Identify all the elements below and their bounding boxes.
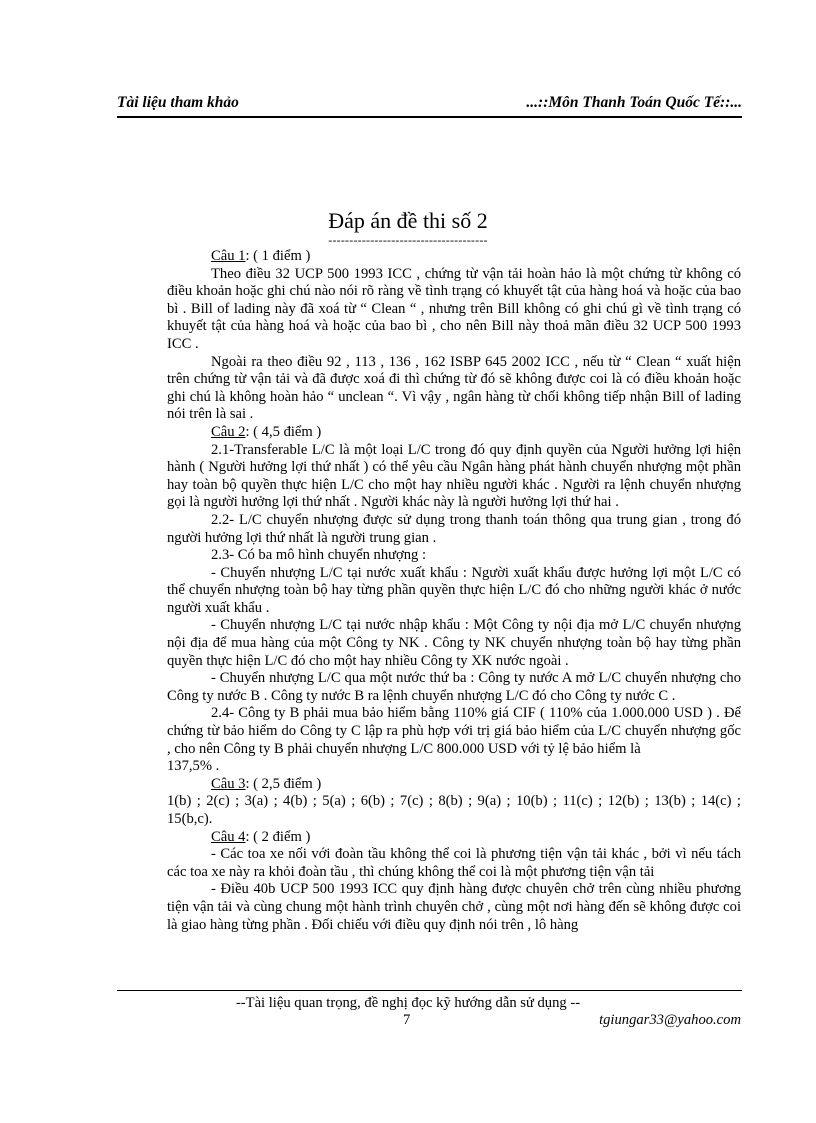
paragraph: 2.1-Transferable L/C là một loại L/C trong đó quy định quyền của Người hưởng lợi hiện hành ( Người hưởng lợi thứ nhất ) có thể yêu cầu Ngân hàng phát hành chuyển nhượng một phần hay toàn bộ quyền thực hiện L/C cho một hay nhiều người khác . Người ra lệnh chuyển nhượng gọi là người hưởng lợi thứ nhất . Người khác này là người hưởng lợi thứ hai . <box>167 441 741 511</box>
answer-list: 1(b) ; 2(c) ; 3(a) ; 4(b) ; 5(a) ; 6(b) ; 7(c) ; 8(b) ; 9(a) ; 10(b) ; 11(c) ; 12(b) ; 13(b) ; 14(c) ; 15(b,c). <box>167 793 741 827</box>
page-number: 7 <box>403 1012 411 1028</box>
paragraph: 2.3- Có ba mô hình chuyển nhượng : <box>211 547 427 564</box>
paragraph: - Điều 40b UCP 500 1993 ICC quy định hàng được chuyên chở trên cùng nhiều phương tiện vận tải và cùng chung một hành trình chuyên chở , cùng một nơi hàng đến sẽ không được coi là giao hàng từng phần . Đối chiếu với điều quy định nói trên , lô hàng <box>167 881 741 933</box>
header-left: Tài liệu tham khảo <box>117 94 239 111</box>
paragraph: 137,5% . <box>167 758 220 775</box>
paragraph: - Chuyển nhượng L/C tại nước nhập khẩu : Một Công ty nội địa mở L/C chuyển nhượng nội địa để mua hàng của một Công ty NK . Công ty NK chuyển nhượng toàn bộ hay từng phần quyền thực hiện L/C đó cho một hay nhiều Công ty XK nước ngoài . <box>167 617 741 669</box>
question-points: : ( 1 điểm ) <box>245 248 311 264</box>
paragraph: - Chuyển nhượng L/C tại nước xuất khẩu : Người xuất khẩu được hưởng lợi một L/C có thể chuyển nhượng toàn bộ hay từng phần quyền thực hiện L/C đó cho những người khác ở nước người xuất khẩu . <box>167 564 741 616</box>
question-points: : ( 2,5 điểm ) <box>245 775 322 792</box>
paragraph: 2.2- L/C chuyển nhượng được sử dụng trong thanh toán thông qua trung gian , trong đó người hưởng lợi thứ nhất là người trung gian . <box>167 511 741 546</box>
paragraph: Theo điều 32 UCP 500 1993 ICC , chứng từ vận tải hoàn hảo là một chứng từ không có điều khoản hoặc ghi chú nào nói rõ ràng về tình trạng có khuyết tật của hàng hoá và hoặc của bao bì . Bill of lading này đã xoá từ “ Clean “ , nhưng trên Bill không có ghi chú gì về tình trạng có khuyết tật của hàng hoá và hoặc của bao bì , cho nên Bill này thoả mãn điều 32 UCP 500 1993 ICC . <box>167 265 741 352</box>
question-label: Câu 3 <box>211 775 246 792</box>
footer-email: tgiungar33@yahoo.com <box>599 1012 741 1028</box>
document-body <box>167 248 741 934</box>
header-right: ...::Môn Thanh Toán Quốc Tế::... <box>526 94 742 111</box>
question-heading <box>167 829 741 847</box>
question-label: Câu 4 <box>211 828 246 845</box>
question-points: : ( 2 điểm ) <box>245 828 311 845</box>
question-heading <box>167 248 741 266</box>
footer-rule <box>117 990 742 991</box>
question-heading <box>167 424 741 442</box>
document-title: Đáp án đề thi số 2 <box>328 208 488 233</box>
question-label: Câu 2 <box>211 423 246 440</box>
paragraph: 2.4- Công ty B phải mua bảo hiểm bằng 110% giá CIF ( 110% của 1.000.000 USD ) . Để chứng từ bảo hiểm do Công ty C lập ra phù hợp với trị giá bảo hiểm của L/C chuyển nhượng gốc , cho nên Công ty B phải chuyển nhượng L/C 800.000 USD với tỷ lệ bảo hiểm là <box>167 705 741 757</box>
paragraph: - Chuyển nhượng L/C qua một nước thứ ba : Công ty nước A mở L/C chuyển nhượng cho Công ty nước B . Công ty nước B ra lệnh chuyển nhượng L/C đó cho Công ty nước C . <box>167 670 741 704</box>
question-heading <box>167 776 741 794</box>
question-label: Câu 1 <box>211 248 246 264</box>
page-header <box>117 92 742 118</box>
question-points: : ( 4,5 điểm ) <box>245 423 322 440</box>
paragraph: - Các toa xe nối với đoàn tầu không thể coi là phương tiện vận tải khác , bởi vì nếu tách các toa xe này ra khỏi đoàn tầu , thì chúng không thể coi là một phương tiện vận tải <box>167 846 741 880</box>
title-rule: -------------------------------------- <box>328 233 488 247</box>
paragraph: Ngoài ra theo điều 92 , 113 , 136 , 162 ISBP 645 2002 ICC , nếu từ “ Clean “ xuất hiện trên chứng từ vận tải và đã được xoá đi thì chứng từ đó sẽ không được coi là có điều khoản hoặc ghi chú là không hoàn hảo “ unclean “. Vì vậy , ngân hàng từ chối không tiếp nhận Bill of lading nói trên là sai . <box>167 353 741 423</box>
footer-note: --Tài liệu quan trọng, đề nghị đọc kỹ hướng dẫn sử dụng -- <box>235 995 581 1011</box>
